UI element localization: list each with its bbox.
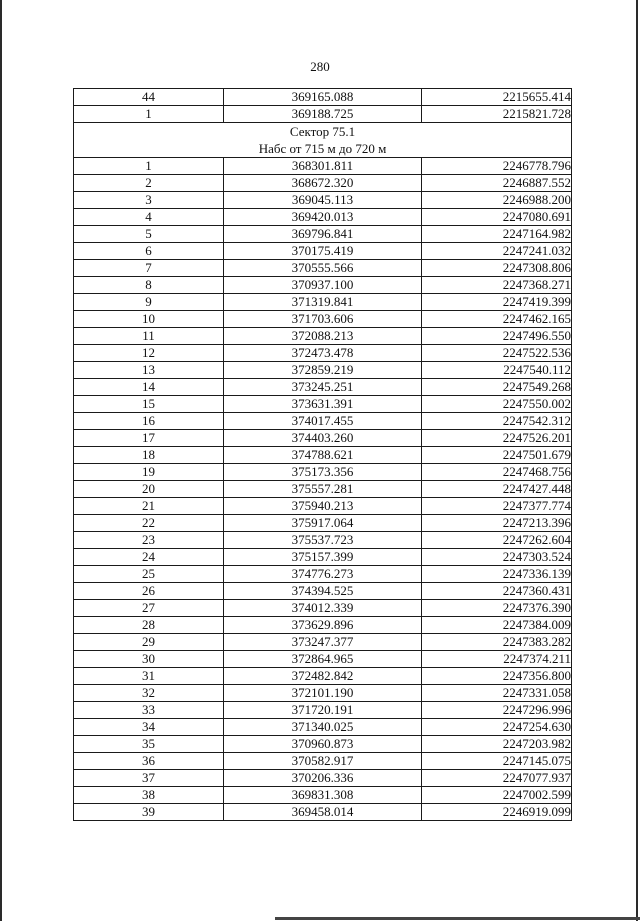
table-row — [74, 736, 572, 753]
rows-after-sector — [74, 158, 572, 821]
y-coordinate-cell: 2246988.200 — [422, 192, 572, 209]
table-row — [74, 175, 572, 192]
table-row — [74, 685, 572, 702]
table-row — [74, 787, 572, 804]
y-coordinate-cell: 2247384.009 — [422, 617, 572, 634]
y-coordinate-cell: 2247303.524 — [422, 549, 572, 566]
x-coordinate-cell: 370582.917 — [224, 753, 422, 770]
table-row — [74, 89, 572, 106]
point-number-cell: 31 — [74, 668, 224, 685]
y-coordinate-cell: 2247468.756 — [422, 464, 572, 481]
table-row — [74, 209, 572, 226]
table-row — [74, 532, 572, 549]
table-row — [74, 549, 572, 566]
y-coordinate-cell: 2247496.550 — [422, 328, 572, 345]
x-coordinate-cell: 375537.723 — [224, 532, 422, 549]
y-coordinate-cell: 2247077.937 — [422, 770, 572, 787]
y-coordinate-cell: 2247427.448 — [422, 481, 572, 498]
point-number-cell: 10 — [74, 311, 224, 328]
table-row — [74, 634, 572, 651]
y-coordinate-cell: 2247549.268 — [422, 379, 572, 396]
point-number-cell: 19 — [74, 464, 224, 481]
y-coordinate-cell: 2247356.800 — [422, 668, 572, 685]
point-number-cell: 25 — [74, 566, 224, 583]
x-coordinate-cell: 375940.213 — [224, 498, 422, 515]
point-number-cell: 32 — [74, 685, 224, 702]
point-number-cell: 39 — [74, 804, 224, 821]
x-coordinate-cell: 374012.339 — [224, 600, 422, 617]
y-coordinate-cell: 2247419.399 — [422, 294, 572, 311]
point-number-cell: 35 — [74, 736, 224, 753]
table-row — [74, 328, 572, 345]
table-row — [74, 566, 572, 583]
x-coordinate-cell: 374788.621 — [224, 447, 422, 464]
y-coordinate-cell: 2247374.211 — [422, 651, 572, 668]
scan-border-bottom — [275, 917, 640, 920]
table-row — [74, 277, 572, 294]
table-row — [74, 311, 572, 328]
table-row — [74, 226, 572, 243]
table-row — [74, 430, 572, 447]
point-number-cell: 28 — [74, 617, 224, 634]
y-coordinate-cell: 2247501.679 — [422, 447, 572, 464]
x-coordinate-cell: 368301.811 — [224, 158, 422, 175]
x-coordinate-cell: 369458.014 — [224, 804, 422, 821]
sector-header — [74, 123, 572, 158]
point-number-cell: 27 — [74, 600, 224, 617]
y-coordinate-cell: 2247376.390 — [422, 600, 572, 617]
x-coordinate-cell: 373631.391 — [224, 396, 422, 413]
y-coordinate-cell: 2247080.691 — [422, 209, 572, 226]
point-number-cell: 7 — [74, 260, 224, 277]
x-coordinate-cell: 370555.566 — [224, 260, 422, 277]
y-coordinate-cell: 2247336.139 — [422, 566, 572, 583]
table-row — [74, 447, 572, 464]
x-coordinate-cell: 372101.190 — [224, 685, 422, 702]
point-number-cell: 33 — [74, 702, 224, 719]
y-coordinate-cell: 2246919.099 — [422, 804, 572, 821]
table-row — [74, 379, 572, 396]
point-number-cell: 38 — [74, 787, 224, 804]
x-coordinate-cell: 374394.525 — [224, 583, 422, 600]
y-coordinate-cell: 2215655.414 — [422, 89, 572, 106]
point-number-cell: 12 — [74, 345, 224, 362]
y-coordinate-cell: 2247331.058 — [422, 685, 572, 702]
x-coordinate-cell: 373245.251 — [224, 379, 422, 396]
x-coordinate-cell: 372859.219 — [224, 362, 422, 379]
y-coordinate-cell: 2247296.996 — [422, 702, 572, 719]
y-coordinate-cell: 2247526.201 — [422, 430, 572, 447]
table-row — [74, 668, 572, 685]
table-row — [74, 260, 572, 277]
x-coordinate-cell: 369420.013 — [224, 209, 422, 226]
table-row — [74, 651, 572, 668]
x-coordinate-cell: 375173.356 — [224, 464, 422, 481]
table-row — [74, 243, 572, 260]
y-coordinate-cell: 2246887.552 — [422, 175, 572, 192]
x-coordinate-cell: 368672.320 — [224, 175, 422, 192]
x-coordinate-cell: 370960.873 — [224, 736, 422, 753]
table-row — [74, 804, 572, 821]
table-row — [74, 464, 572, 481]
table-row — [74, 515, 572, 532]
table-row — [74, 702, 572, 719]
x-coordinate-cell: 371340.025 — [224, 719, 422, 736]
point-number-cell: 22 — [74, 515, 224, 532]
x-coordinate-cell: 369831.308 — [224, 787, 422, 804]
y-coordinate-cell: 2247262.604 — [422, 532, 572, 549]
table-row — [74, 345, 572, 362]
point-number-cell: 44 — [74, 89, 224, 106]
y-coordinate-cell: 2247213.396 — [422, 515, 572, 532]
point-number-cell: 34 — [74, 719, 224, 736]
sector-header-cell — [74, 123, 572, 158]
point-number-cell: 18 — [74, 447, 224, 464]
x-coordinate-cell: 371319.841 — [224, 294, 422, 311]
x-coordinate-cell: 373629.896 — [224, 617, 422, 634]
x-coordinate-cell: 375917.064 — [224, 515, 422, 532]
table-row — [74, 770, 572, 787]
y-coordinate-cell: 2247164.982 — [422, 226, 572, 243]
point-number-cell: 5 — [74, 226, 224, 243]
table-row — [74, 396, 572, 413]
rows-before-sector — [74, 89, 572, 123]
point-number-cell: 1 — [74, 106, 224, 123]
point-number-cell: 3 — [74, 192, 224, 209]
table-row — [74, 753, 572, 770]
table-row — [74, 106, 572, 123]
x-coordinate-cell: 369188.725 — [224, 106, 422, 123]
point-number-cell: 2 — [74, 175, 224, 192]
coordinates-table — [73, 88, 572, 821]
x-coordinate-cell: 372088.213 — [224, 328, 422, 345]
y-coordinate-cell: 2247308.806 — [422, 260, 572, 277]
y-coordinate-cell: 2247002.599 — [422, 787, 572, 804]
scan-border-right — [636, 0, 638, 921]
table-row — [74, 362, 572, 379]
x-coordinate-cell: 374403.260 — [224, 430, 422, 447]
table-row — [74, 617, 572, 634]
point-number-cell: 29 — [74, 634, 224, 651]
point-number-cell: 36 — [74, 753, 224, 770]
page-number: 280 — [310, 59, 330, 74]
point-number-cell: 1 — [74, 158, 224, 175]
sector-title: Сектор 75.1 — [289, 124, 356, 139]
table-row — [74, 600, 572, 617]
x-coordinate-cell: 375557.281 — [224, 481, 422, 498]
y-coordinate-cell: 2247377.774 — [422, 498, 572, 515]
x-coordinate-cell: 370206.336 — [224, 770, 422, 787]
x-coordinate-cell: 371703.606 — [224, 311, 422, 328]
point-number-cell: 15 — [74, 396, 224, 413]
point-number-cell: 8 — [74, 277, 224, 294]
point-number-cell: 17 — [74, 430, 224, 447]
table-row — [74, 294, 572, 311]
point-number-cell: 20 — [74, 481, 224, 498]
table-row — [74, 413, 572, 430]
x-coordinate-cell: 372482.842 — [224, 668, 422, 685]
y-coordinate-cell: 2247383.282 — [422, 634, 572, 651]
y-coordinate-cell: 2247522.536 — [422, 345, 572, 362]
point-number-cell: 16 — [74, 413, 224, 430]
point-number-cell: 13 — [74, 362, 224, 379]
y-coordinate-cell: 2247540.112 — [422, 362, 572, 379]
x-coordinate-cell: 374017.455 — [224, 413, 422, 430]
table-row — [74, 158, 572, 175]
y-coordinate-cell: 2247241.032 — [422, 243, 572, 260]
y-coordinate-cell: 2215821.728 — [422, 106, 572, 123]
x-coordinate-cell: 370175.419 — [224, 243, 422, 260]
x-coordinate-cell: 372473.478 — [224, 345, 422, 362]
x-coordinate-cell: 369165.088 — [224, 89, 422, 106]
table-row — [74, 481, 572, 498]
x-coordinate-cell: 375157.399 — [224, 549, 422, 566]
point-number-cell: 23 — [74, 532, 224, 549]
x-coordinate-cell: 370937.100 — [224, 277, 422, 294]
y-coordinate-cell: 2247145.075 — [422, 753, 572, 770]
point-number-cell: 24 — [74, 549, 224, 566]
point-number-cell: 6 — [74, 243, 224, 260]
y-coordinate-cell: 2247360.431 — [422, 583, 572, 600]
y-coordinate-cell: 2247462.165 — [422, 311, 572, 328]
table-row — [74, 498, 572, 515]
x-coordinate-cell: 372864.965 — [224, 651, 422, 668]
y-coordinate-cell: 2247254.630 — [422, 719, 572, 736]
sector-header-row — [74, 123, 572, 158]
point-number-cell: 4 — [74, 209, 224, 226]
x-coordinate-cell: 374776.273 — [224, 566, 422, 583]
table-row — [74, 192, 572, 209]
point-number-cell: 26 — [74, 583, 224, 600]
point-number-cell: 14 — [74, 379, 224, 396]
y-coordinate-cell: 2247203.982 — [422, 736, 572, 753]
table-row — [74, 719, 572, 736]
point-number-cell: 11 — [74, 328, 224, 345]
point-number-cell: 9 — [74, 294, 224, 311]
scan-border-left — [0, 0, 2, 921]
sector-subtitle: Набс от 715 м до 720 м — [258, 141, 387, 156]
y-coordinate-cell: 2247550.002 — [422, 396, 572, 413]
x-coordinate-cell: 369796.841 — [224, 226, 422, 243]
point-number-cell: 21 — [74, 498, 224, 515]
table-row — [74, 583, 572, 600]
point-number-cell: 37 — [74, 770, 224, 787]
y-coordinate-cell: 2246778.796 — [422, 158, 572, 175]
x-coordinate-cell: 369045.113 — [224, 192, 422, 209]
y-coordinate-cell: 2247542.312 — [422, 413, 572, 430]
x-coordinate-cell: 373247.377 — [224, 634, 422, 651]
y-coordinate-cell: 2247368.271 — [422, 277, 572, 294]
x-coordinate-cell: 371720.191 — [224, 702, 422, 719]
point-number-cell: 30 — [74, 651, 224, 668]
